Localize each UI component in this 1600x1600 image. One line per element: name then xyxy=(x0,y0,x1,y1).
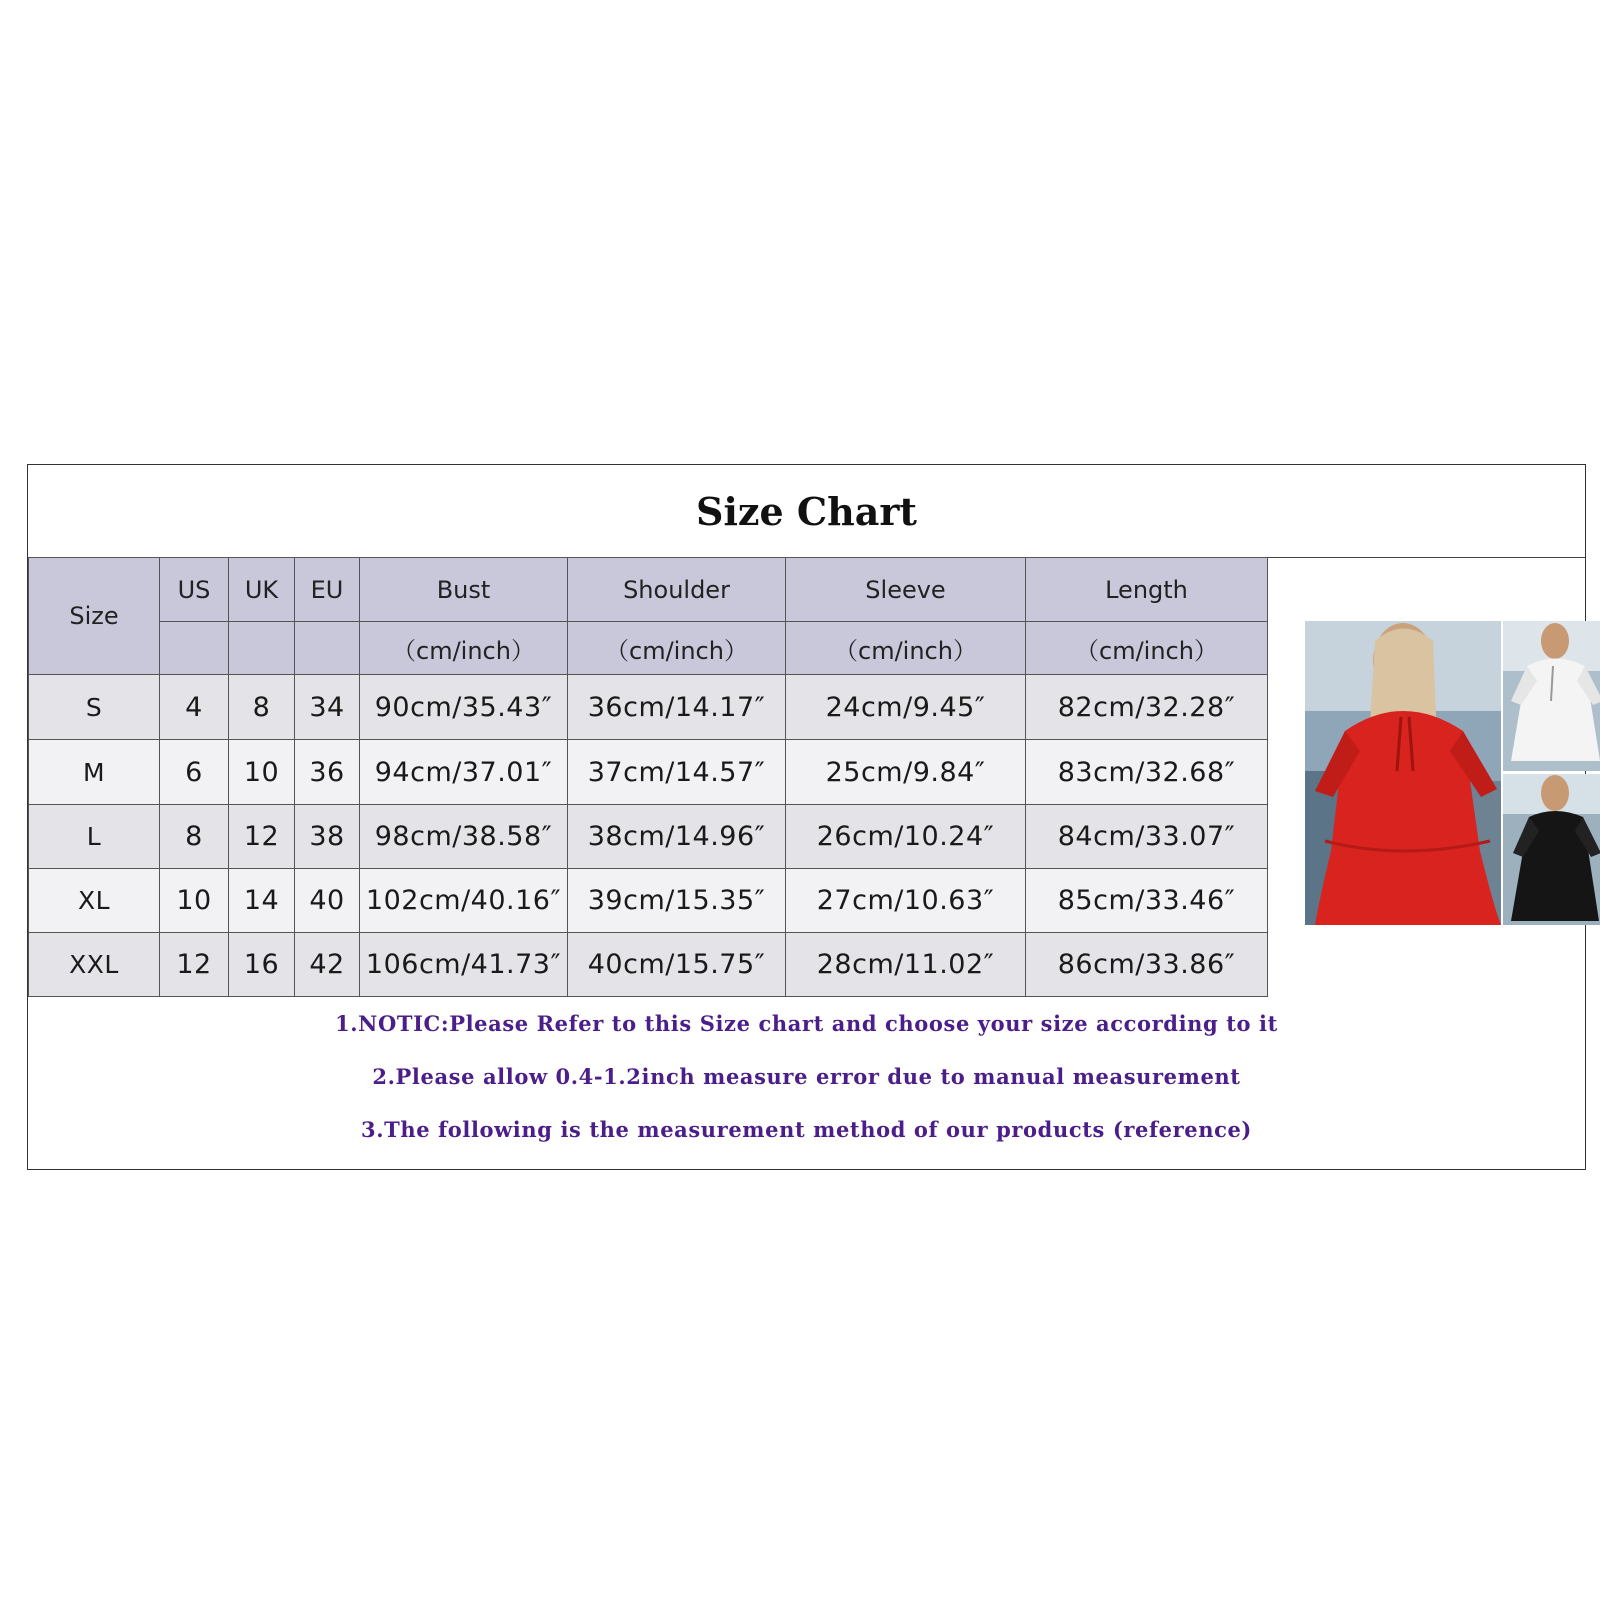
note-2: 2.Please allow 0.4-1.2inch measure error due to manual measurement xyxy=(372,1064,1241,1089)
cell-eu: 42 xyxy=(295,933,360,997)
cell-sleeve: 27cm/10.63″ xyxy=(786,869,1026,933)
cell-us: 6 xyxy=(160,740,229,805)
cell-bust: 102cm/40.16″ xyxy=(360,869,568,933)
size-table xyxy=(28,557,1268,997)
cell-size: S xyxy=(29,675,160,740)
cell-bust: 94cm/37.01″ xyxy=(360,740,568,805)
cell-length: 83cm/32.68″ xyxy=(1026,740,1268,805)
cell-uk: 16 xyxy=(229,933,295,997)
header-us: US xyxy=(160,558,229,622)
cell-shoulder: 38cm/14.96″ xyxy=(568,805,786,869)
cell-sleeve: 26cm/10.24″ xyxy=(786,805,1026,869)
cell-size: L xyxy=(29,805,160,869)
header-length-unit: （cm/inch） xyxy=(1026,622,1268,675)
cell-uk: 8 xyxy=(229,675,295,740)
cell-sleeve: 28cm/11.02″ xyxy=(786,933,1026,997)
header-size: Size xyxy=(29,558,160,675)
cell-eu: 38 xyxy=(295,805,360,869)
cell-us: 8 xyxy=(160,805,229,869)
cell-bust: 98cm/38.58″ xyxy=(360,805,568,869)
cell-size: XL xyxy=(29,869,160,933)
cell-eu: 40 xyxy=(295,869,360,933)
cell-length: 82cm/32.28″ xyxy=(1026,675,1268,740)
table-row xyxy=(29,675,1268,740)
table-row xyxy=(29,869,1268,933)
table-row xyxy=(29,740,1268,805)
cell-us: 12 xyxy=(160,933,229,997)
table-row xyxy=(29,805,1268,869)
cell-shoulder: 37cm/14.57″ xyxy=(568,740,786,805)
header-uk: UK xyxy=(229,558,295,622)
cell-shoulder: 36cm/14.17″ xyxy=(568,675,786,740)
cell-uk: 12 xyxy=(229,805,295,869)
header-us-unit-blank xyxy=(160,622,229,675)
cell-uk: 14 xyxy=(229,869,295,933)
size-chart xyxy=(27,464,1586,1170)
chart-title: Size Chart xyxy=(28,465,1585,558)
cell-length: 85cm/33.46″ xyxy=(1026,869,1268,933)
cell-shoulder: 40cm/15.75″ xyxy=(568,933,786,997)
header-length: Length xyxy=(1026,558,1268,622)
header-sleeve: Sleeve xyxy=(786,558,1026,622)
cell-sleeve: 24cm/9.45″ xyxy=(786,675,1026,740)
header-eu: EU xyxy=(295,558,360,622)
cell-shoulder: 39cm/15.35″ xyxy=(568,869,786,933)
header-uk-unit-blank xyxy=(229,622,295,675)
cell-eu: 34 xyxy=(295,675,360,740)
cell-size: XXL xyxy=(29,933,160,997)
note-1: 1.NOTIC:Please Refer to this Size chart and choose your size according to it xyxy=(335,1011,1278,1036)
header-eu-unit-blank xyxy=(295,622,360,675)
cell-length: 86cm/33.86″ xyxy=(1026,933,1268,997)
cell-size: M xyxy=(29,740,160,805)
notes-section xyxy=(28,997,1585,1171)
header-sleeve-unit: （cm/inch） xyxy=(786,622,1026,675)
header-bust: Bust xyxy=(360,558,568,622)
product-photo-collage xyxy=(1305,621,1600,925)
cell-bust: 90cm/35.43″ xyxy=(360,675,568,740)
black-dress-photo xyxy=(1503,774,1600,925)
header-shoulder-unit: （cm/inch） xyxy=(568,622,786,675)
cell-uk: 10 xyxy=(229,740,295,805)
header-shoulder: Shoulder xyxy=(568,558,786,622)
cell-eu: 36 xyxy=(295,740,360,805)
table-row xyxy=(29,933,1268,997)
header-bust-unit: （cm/inch） xyxy=(360,622,568,675)
cell-bust: 106cm/41.73″ xyxy=(360,933,568,997)
note-3: 3.The following is the measurement method of our products (reference) xyxy=(361,1117,1252,1142)
cell-sleeve: 25cm/9.84″ xyxy=(786,740,1026,805)
white-dress-photo xyxy=(1503,621,1600,771)
cell-length: 84cm/33.07″ xyxy=(1026,805,1268,869)
cell-us: 10 xyxy=(160,869,229,933)
red-dress-photo xyxy=(1305,621,1501,925)
cell-us: 4 xyxy=(160,675,229,740)
